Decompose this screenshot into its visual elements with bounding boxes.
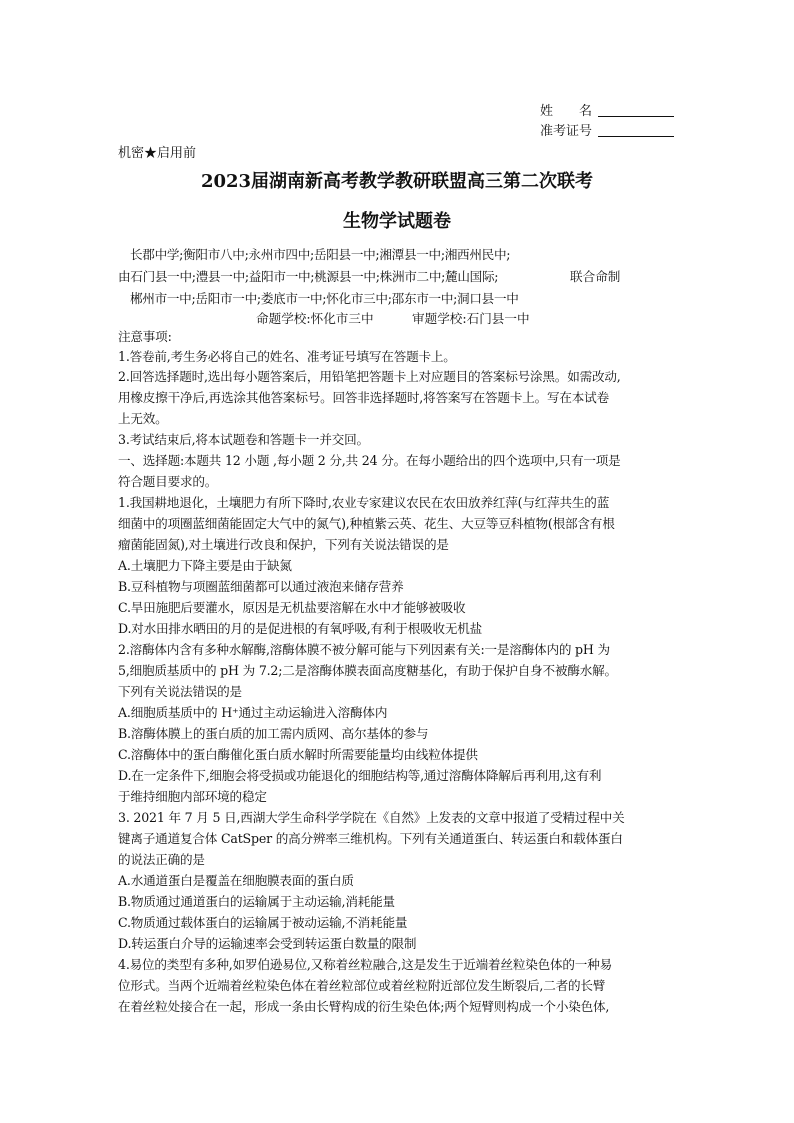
question-1-option-c: C.旱田施肥后要灌水，原因是无机盐要溶解在水中才能够被吸收 (118, 600, 466, 615)
joint-authorship-label: 联合命制 (570, 269, 621, 284)
notice-item-2-cont: 用橡皮擦干净后,再选涂其他答案标号。回答非选择题时,将答案写在答题卡上。写在本试卷 (118, 390, 609, 405)
question-1-stem: 细菌中的项圈蓝细菌能固定大气中的氮气),种植紫云英、花生、大豆等豆科植物(根部含有根 (118, 516, 615, 531)
question-1-option-b: B.豆科植物与项圈蓝细菌都可以通过液泡来储存营养 (118, 579, 404, 594)
name-label: 姓 名 (540, 104, 593, 119)
question-2-option-a: A.细胞质基质中的 H⁺通过主动运输进入溶酶体内 (118, 705, 388, 720)
question-2-stem: 下列有关说法错误的是 (118, 684, 242, 699)
exam-id-label: 准考证号 (540, 124, 593, 139)
exam-id-field[interactable] (540, 120, 676, 138)
notice-heading: 注意事项: (118, 329, 172, 344)
exam-title: 2023届湖南新高考教学教研联盟高三第二次联考 (200, 171, 594, 192)
question-2-option-b: B.溶酶体膜上的蛋白质的加工需内质网、高尔基体的参与 (118, 726, 429, 741)
question-1-stem: 1.我国耕地退化，土壤肥力有所下降时,农业专家建议农民在农田放养红萍(与红萍共生的蓝 (118, 495, 610, 510)
question-3-stem: 3. 2021 年 7 月 5 日,西湖大学生命科学学院在《自然》上发表的文章中报道了受精过程中关 (118, 810, 625, 825)
exam-id-blank-line[interactable] (598, 120, 674, 137)
notice-item-3: 3.考试结束后,将本试题卷和答题卡一并交回。 (118, 432, 369, 447)
question-4-stem: 4.易位的类型有多种,如罗伯逊易位,又称着丝粒融合,这是发生于近端着丝粒染色体的一种易 (118, 957, 612, 972)
question-1-option-d: D.对水田排水晒田的月的是促进根的有氧呼吸,有利于根吸收无机盐 (118, 621, 483, 636)
notice-item-1: 1.答卷前,考生务必将自己的姓名、准考证号填写在答题卡上。 (118, 349, 456, 364)
question-2-stem: 2.溶酶体内含有多种水解酶,溶酶体膜不被分解可能与下列因素有关:一是溶酶体内的 pH 为 (118, 642, 610, 657)
name-field[interactable] (540, 100, 676, 118)
question-4-stem: 在着丝粒处接合在一起，形成一条由长臂构成的衍生染色体;两个短臂则构成一个小染色体, (118, 999, 610, 1014)
schools-line-3: 郴州市一中;岳阳市一中;娄底市一中;怀化市三中;邵东市一中;洞口县一中 (130, 291, 519, 306)
question-3-stem: 键离子通道复合体 CatSper 的高分辨率三维机构。下列有关通道蛋白、转运蛋白和载体蛋白 (118, 831, 623, 846)
question-1-option-a: A.土壤肥力下降主要是由于缺氮 (118, 558, 292, 573)
question-3-option-c: C.物质通过载体蛋白的运输属于被动运输,不消耗能量 (118, 915, 408, 930)
notice-item-2-cont: 上无效。 (118, 411, 168, 426)
section-heading-cont: 符合题目要求的。 (118, 474, 218, 489)
setter-school: 命题学校:怀化市三中 (256, 311, 374, 326)
question-2-option-d: D.在一定条件下,细胞会将受损或功能退化的细胞结构等,通过溶酶体降解后再利用,这有利 (118, 768, 602, 783)
schools-line-1: 长郡中学;衡阳市八中;永州市四中;岳阳县一中;湘潭县一中;湘西州民中; (130, 247, 511, 262)
exam-subtitle: 生物学试题卷 (343, 211, 451, 232)
question-3-stem: 的说法正确的是 (118, 852, 205, 867)
question-3-option-d: D.转运蛋白介导的运输速率会受到转运蛋白数量的限制 (118, 936, 417, 951)
notice-item-2: 2.回答选择题时,选出每小题答案后，用铅笔把答题卡上对应题目的答案标号涂黑。如需改动, (118, 369, 621, 384)
section-heading: 一、选择题:本题共 12 小题 ,每小题 2 分,共 24 分。在每小题给出的四个选项中,只有一项是 (118, 453, 621, 468)
question-4-stem: 位形式。当两个近端着丝粒染色体在着丝粒部位或着丝粒附近部位发生断裂后,二者的长臂 (118, 978, 606, 993)
schools-line-2: 由石门县一中;澧县一中;益阳市一中;桃源县一中;株洲市二中;麓山国际; (118, 269, 499, 284)
question-2-stem: 5,细胞质基质中的 pH 为 7.2;二是溶酶体膜表面高度糖基化，有助于保护自身不被酶水解。 (118, 663, 617, 678)
question-3-option-b: B.物质通过通道蛋白的运输属于主动运输,消耗能量 (118, 894, 395, 909)
reviewer-school: 审题学校:石门县一中 (412, 311, 530, 326)
question-2-option-d-cont: 于维持细胞内部环境的稳定 (118, 789, 267, 804)
question-3-option-a: A.水通道蛋白是覆盖在细胞膜表面的蛋白质 (118, 873, 354, 888)
name-blank-line[interactable] (598, 100, 674, 117)
question-1-stem: 瘤菌能固氮),对土壤进行改良和保护，下列有关说法错误的是 (118, 537, 449, 552)
secret-mark: 机密★启用前 (118, 146, 197, 161)
question-2-option-c: C.溶酶体中的蛋白酶催化蛋白质水解时所需要能量均由线粒体提供 (118, 747, 478, 762)
